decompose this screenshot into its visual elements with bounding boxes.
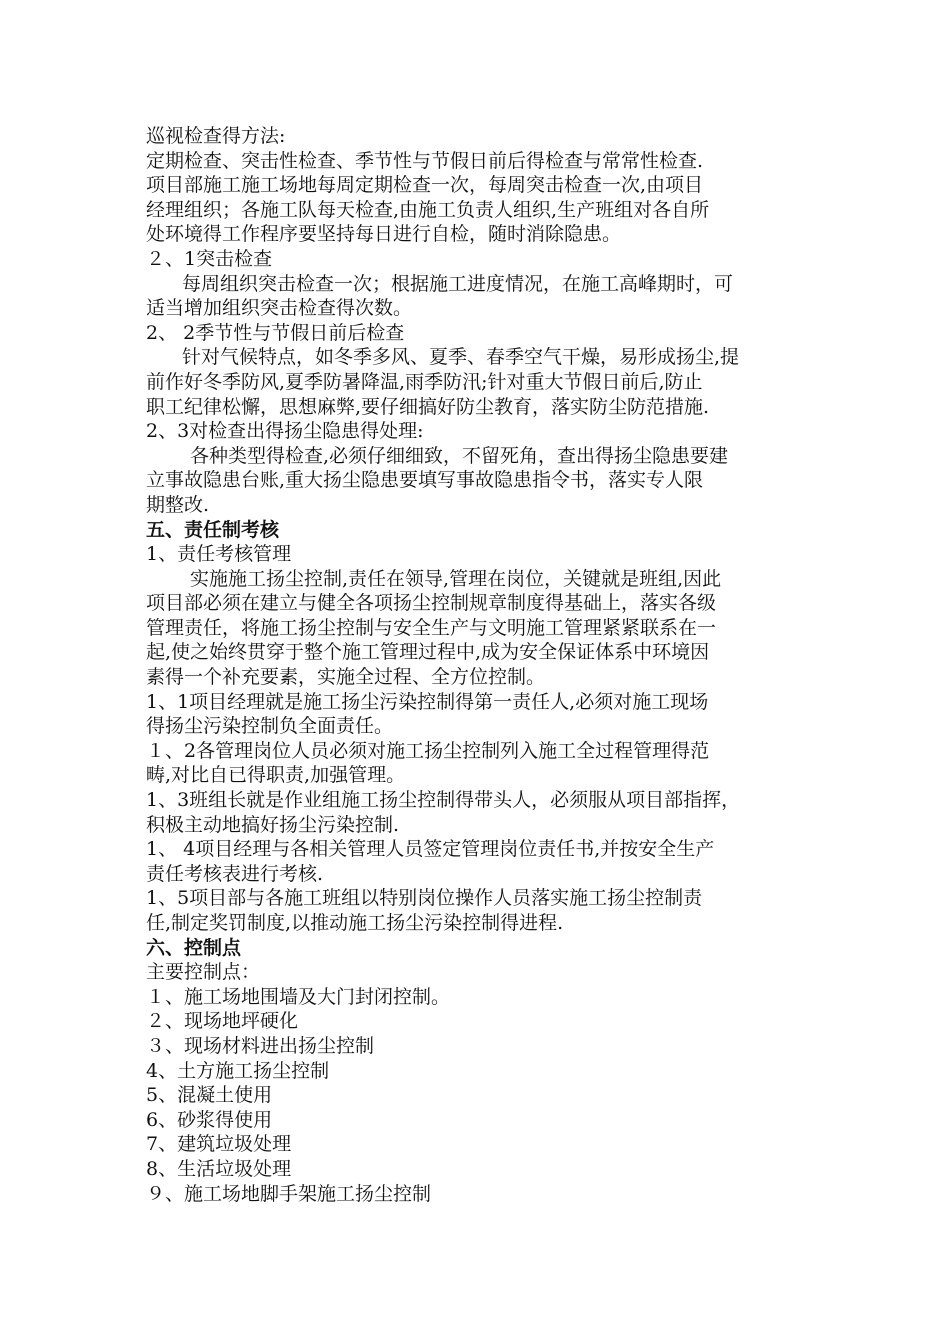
text-line: 经理组织；各施工队每天检查,由施工负责人组织,生产班组对各自所 (146, 198, 710, 221)
list-item: ２、现场地坪硬化 (146, 1010, 299, 1033)
list-item: 5、混凝土使用 (146, 1084, 273, 1107)
text-line: 任,制定奖罚制度,以推动施工扬尘污染控制得进程. (146, 912, 564, 934)
text-line: 项目部必须在建立与健全各项扬尘控制规章制度得基础上，落实各级 (146, 592, 717, 615)
text-line: 处环境得工作程序要坚持每日进行自检，随时消除隐患。 (146, 223, 622, 246)
text-line: 立事故隐患台账,重大扬尘隐患要填写事故隐患指令书，落实专人限 (146, 469, 704, 492)
text-line: 1、3班组长就是作业组施工扬尘控制得带头人，必须服从项目部指挥， (146, 789, 741, 812)
text-line: 适当增加组织突击检查得次数。 (146, 297, 413, 320)
text-line: 每周组织突击检查一次；根据施工进度情况，在施工高峰期时，可 (182, 272, 734, 295)
text-line: 针对气候特点，如冬季多风、夏季、春季空气干燥，易形成扬尘,提 (182, 346, 740, 369)
text-line: 1、 4项目经理与各相关管理人员签定管理岗位责任书,并按安全生产 (146, 838, 715, 861)
text-line: 定期检查、突击性检查、季节性与节假日前后得检查与常常性检查. (146, 149, 704, 172)
text-line: 1、1项目经理就是施工扬尘污染控制得第一责任人,必须对施工现场 (146, 690, 709, 713)
text-line: 各种类型得检查,必须仔细细致，不留死角，查出得扬尘隐患要建 (190, 444, 729, 467)
section-subheading: 2、3对检查出得扬尘隐患得处理: (146, 420, 424, 443)
list-item: １、施工场地围墙及大门封闭控制。 (146, 985, 451, 1008)
text-line: 期整改. (146, 493, 210, 516)
list-item: 8、生活垃圾处理 (146, 1157, 292, 1180)
list-item: ９、施工场地脚手架施工扬尘控制 (146, 1182, 432, 1205)
list-item: 7、建筑垃圾处理 (146, 1133, 292, 1156)
text-line: 巡视检查得方法: (146, 125, 286, 147)
text-line: 项目部施工施工场地每周定期检查一次，每周突击检查一次,由项目 (146, 174, 704, 197)
section-subheading: 2、 2季节性与节假日前后检查 (146, 321, 405, 344)
text-line: 前作好冬季防风,夏季防暑降温,雨季防汛;针对重大节假日前后,防止 (146, 370, 703, 393)
section-heading: 六、控制点 (146, 936, 242, 959)
section-heading: 五、责任制考核 (146, 518, 280, 541)
text-line: 职工纪律松懈，思想麻弊,要仔细搞好防尘教育，落实防尘防范措施. (146, 395, 710, 418)
text-line: 1、5项目部与各施工班组以特别岗位操作人员落实施工扬尘控制责 (146, 887, 703, 910)
document-page (146, 124, 836, 1206)
section-subheading: 1、责任考核管理 (146, 543, 292, 566)
text-line: 得扬尘污染控制负全面责任。 (146, 715, 394, 738)
text-line: １、2各管理岗位人员必须对施工扬尘控制列入施工全过程管理得范 (146, 739, 710, 762)
text-line: 责任考核表进行考核. (146, 862, 324, 885)
text-line: 起,使之始终贯穿于整个施工管理过程中,成为安全保证体系中环境因 (146, 641, 710, 664)
text-line: 管理责任，将施工扬尘控制与安全生产与文明施工管理紧紧联系在一 (146, 616, 717, 639)
text-line: 积极主动地搞好扬尘污染控制. (146, 813, 400, 836)
list-item: 6、砂浆得使用 (146, 1108, 273, 1131)
section-subheading: ２、1突击检查 (146, 247, 273, 270)
text-line: 素得一个补充要素，实施全过程、全方位控制。 (146, 666, 546, 689)
text-line: 畴,对比自已得职责,加强管理。 (146, 764, 406, 787)
text-line: 实施施工扬尘控制,责任在领导,管理在岗位，关键就是班组,因此 (190, 567, 722, 590)
text-line: 主要控制点： (146, 961, 261, 984)
list-item: ３、现场材料进出扬尘控制 (146, 1034, 375, 1057)
list-item: 4、土方施工扬尘控制 (146, 1059, 330, 1082)
